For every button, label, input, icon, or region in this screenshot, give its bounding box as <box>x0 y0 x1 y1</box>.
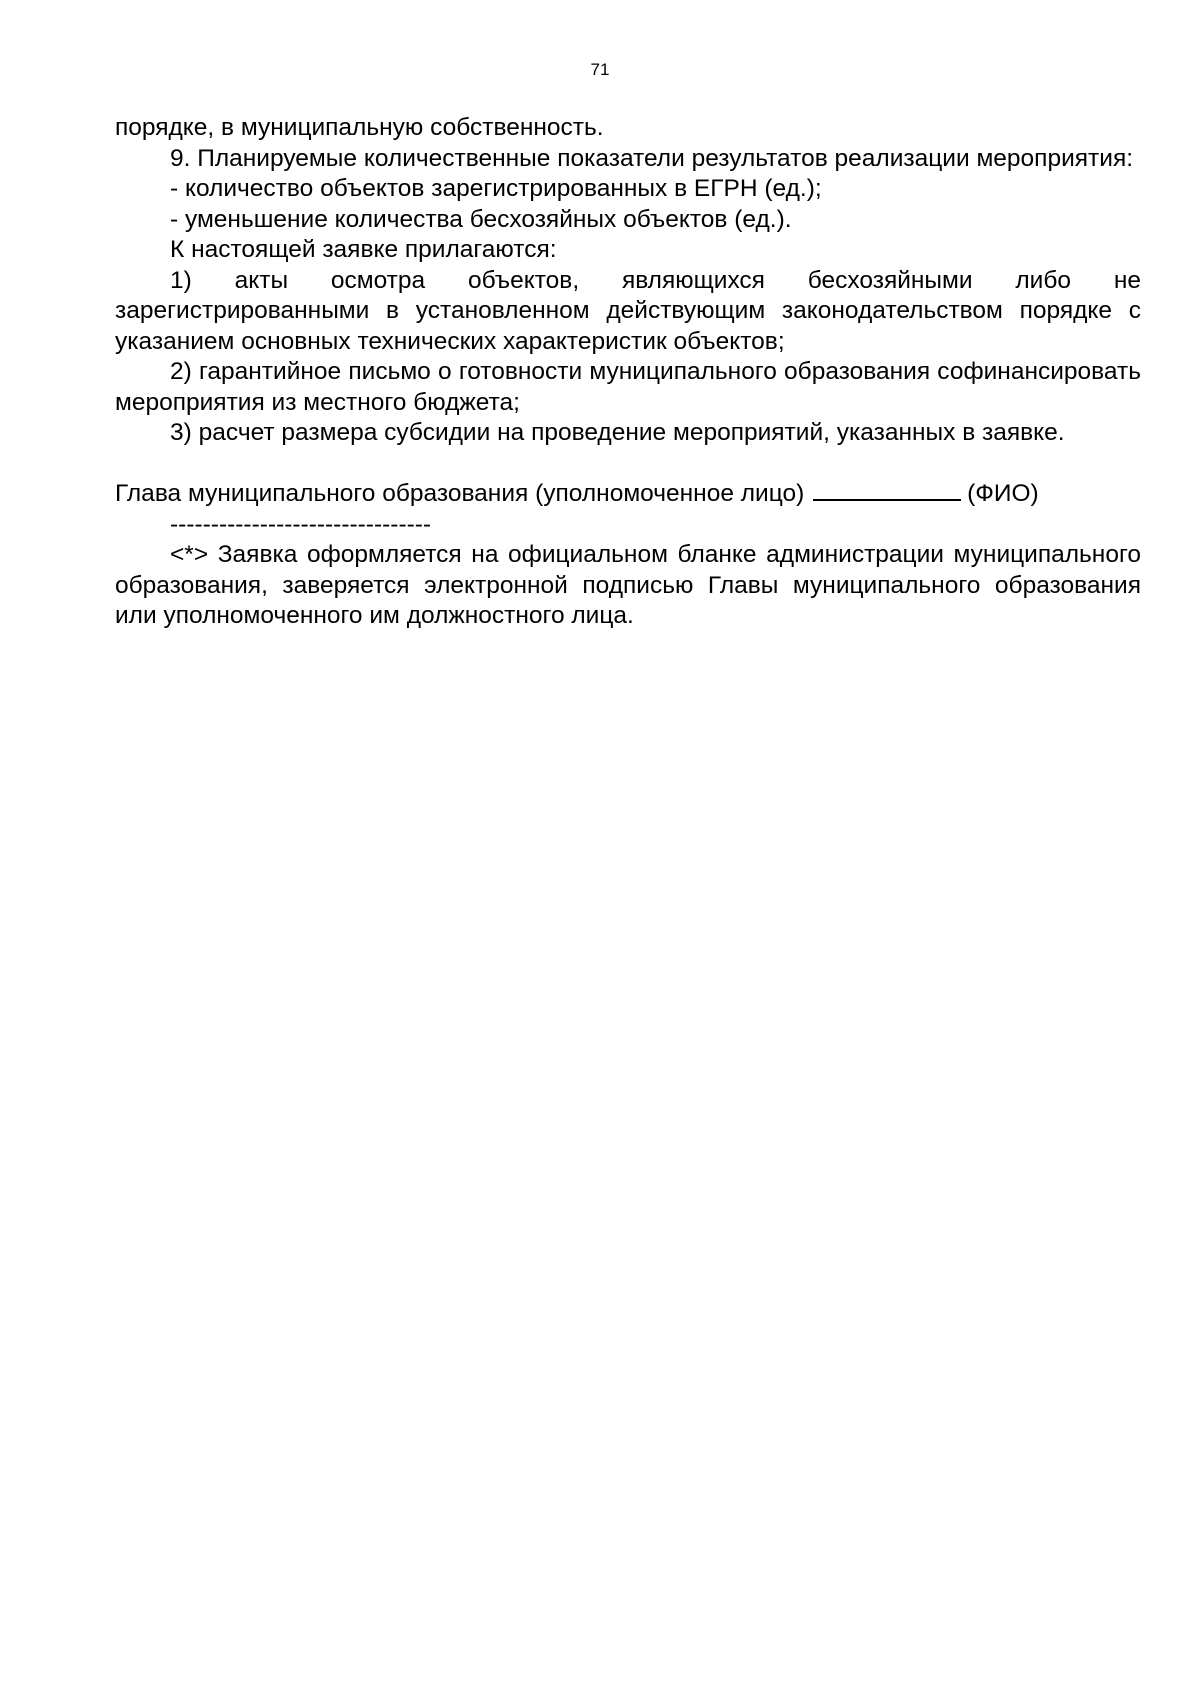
footnote-text: <*> Заявка оформляется на официальном бланке администрации муниципального образования, заверяется электронной подписью Главы муниципального образования или уполномоченного им должностного лица. <box>115 541 1141 629</box>
signature-line <box>115 479 1141 510</box>
paragraph-continuation: порядке, в муниципальную собственность. <box>115 114 604 141</box>
document-body <box>115 113 1141 632</box>
footnote-separator: -------------------------------- <box>170 510 432 538</box>
list-item-egrn: - количество объектов зарегистрированных в ЕГРН (ед.); <box>170 175 822 202</box>
signature-label: Глава муниципального образования (уполномоченное лицо) <box>115 480 805 507</box>
signature-blank <box>813 479 961 501</box>
blank-line <box>115 449 1141 480</box>
attachment-item-3: 3) расчет размера субсидии на проведение мероприятий, указанных в заявке. <box>170 419 1065 446</box>
paragraph-item-9: 9. Планируемые количественные показатели результатов реализации мероприятия: <box>170 144 1134 172</box>
fio-label: (ФИО) <box>967 480 1039 507</box>
attachments-heading: К настоящей заявке прилагаются: <box>170 236 557 263</box>
attachment-item-2: 2) гарантийное письмо о готовности муниципального образования софинансировать мероприятия из местного бюджета; <box>115 358 1141 416</box>
page-number: 71 <box>590 60 610 79</box>
list-item-reduction: - уменьшение количества бесхозяйных объектов (ед.). <box>170 205 792 233</box>
attachment-item-1: 1) акты осмотра объектов, являющихся бесхозяйными либо не зарегистрированными в установленном действующим законодательством порядке с указанием основных технических характеристик объектов; <box>115 266 1141 355</box>
